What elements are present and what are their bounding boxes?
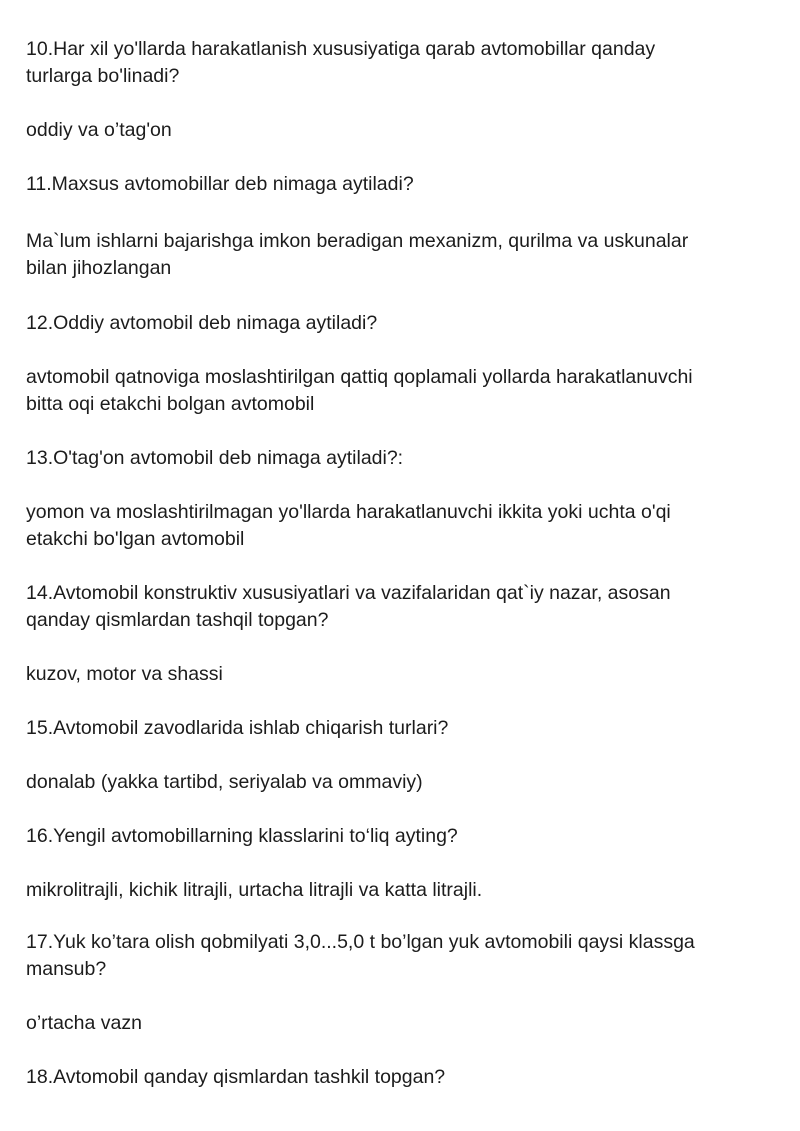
- answer-14-line-1: kuzov, motor va shassi: [26, 663, 223, 685]
- answer-16-line-1: mikrolitrajli, kichik litrajli, urtacha litrajli va katta litrajli.: [26, 879, 483, 901]
- question-12-line-1: 12.Oddiy avtomobil deb nimaga aytiladi?: [26, 312, 378, 334]
- question-10-line-1: 10.Har xil yo'llarda harakatlanish xususiyatiga qarab avtomobillar qanday: [26, 38, 656, 60]
- question-11-line-1: 11.Maxsus avtomobillar deb nimaga aytiladi?: [26, 173, 414, 195]
- answer-12-line-1: avtomobil qatnoviga moslashtirilgan qattiq qoplamali yollarda harakatlanuvchi: [26, 366, 693, 388]
- answer-13-line-2: etakchi bo'lgan avtomobil: [26, 528, 245, 550]
- question-10-line-2: turlarga bo'linadi?: [26, 65, 180, 87]
- answer-11-line-2: bilan jihozlangan: [26, 257, 172, 279]
- question-13-line-1: 13.O'tag'on avtomobil deb nimaga aytiladi?:: [26, 447, 404, 469]
- question-17-line-1: 17.Yuk ko’tara olish qobmilyati 3,0...5,0 t bo’lgan yuk avtomobili qaysi klassga: [26, 931, 695, 953]
- answer-11-line-1: Ma`lum ishlarni bajarishga imkon beradigan mexanizm, qurilma va uskunalar: [26, 230, 689, 252]
- question-15-line-1: 15.Avtomobil zavodlarida ishlab chiqarish turlari?: [26, 717, 449, 739]
- question-17-line-2: mansub?: [26, 958, 107, 980]
- answer-13-line-1: yomon va moslashtirilmagan yo'llarda harakatlanuvchi ikkita yoki uchta o'qi: [26, 501, 671, 523]
- answer-12-line-2: bitta oqi etakchi bolgan avtomobil: [26, 393, 315, 415]
- question-14-line-1: 14.Avtomobil konstruktiv xususiyatlari va vazifalaridan qat`iy nazar, asosan: [26, 582, 671, 604]
- answer-10-line-1: oddiy va o’tag'on: [26, 119, 172, 141]
- question-18-line-1: 18.Avtomobil qanday qismlardan tashkil topgan?: [26, 1066, 446, 1088]
- question-14-line-2: qanday qismlardan tashqil topgan?: [26, 609, 329, 631]
- question-16-line-1: 16.Yengil avtomobillarning klasslarini to‘liq ayting?: [26, 825, 458, 847]
- answer-17-line-1: o’rtacha vazn: [26, 1012, 142, 1034]
- answer-15-line-1: donalab (yakka tartibd, seriyalab va ommaviy): [26, 771, 423, 793]
